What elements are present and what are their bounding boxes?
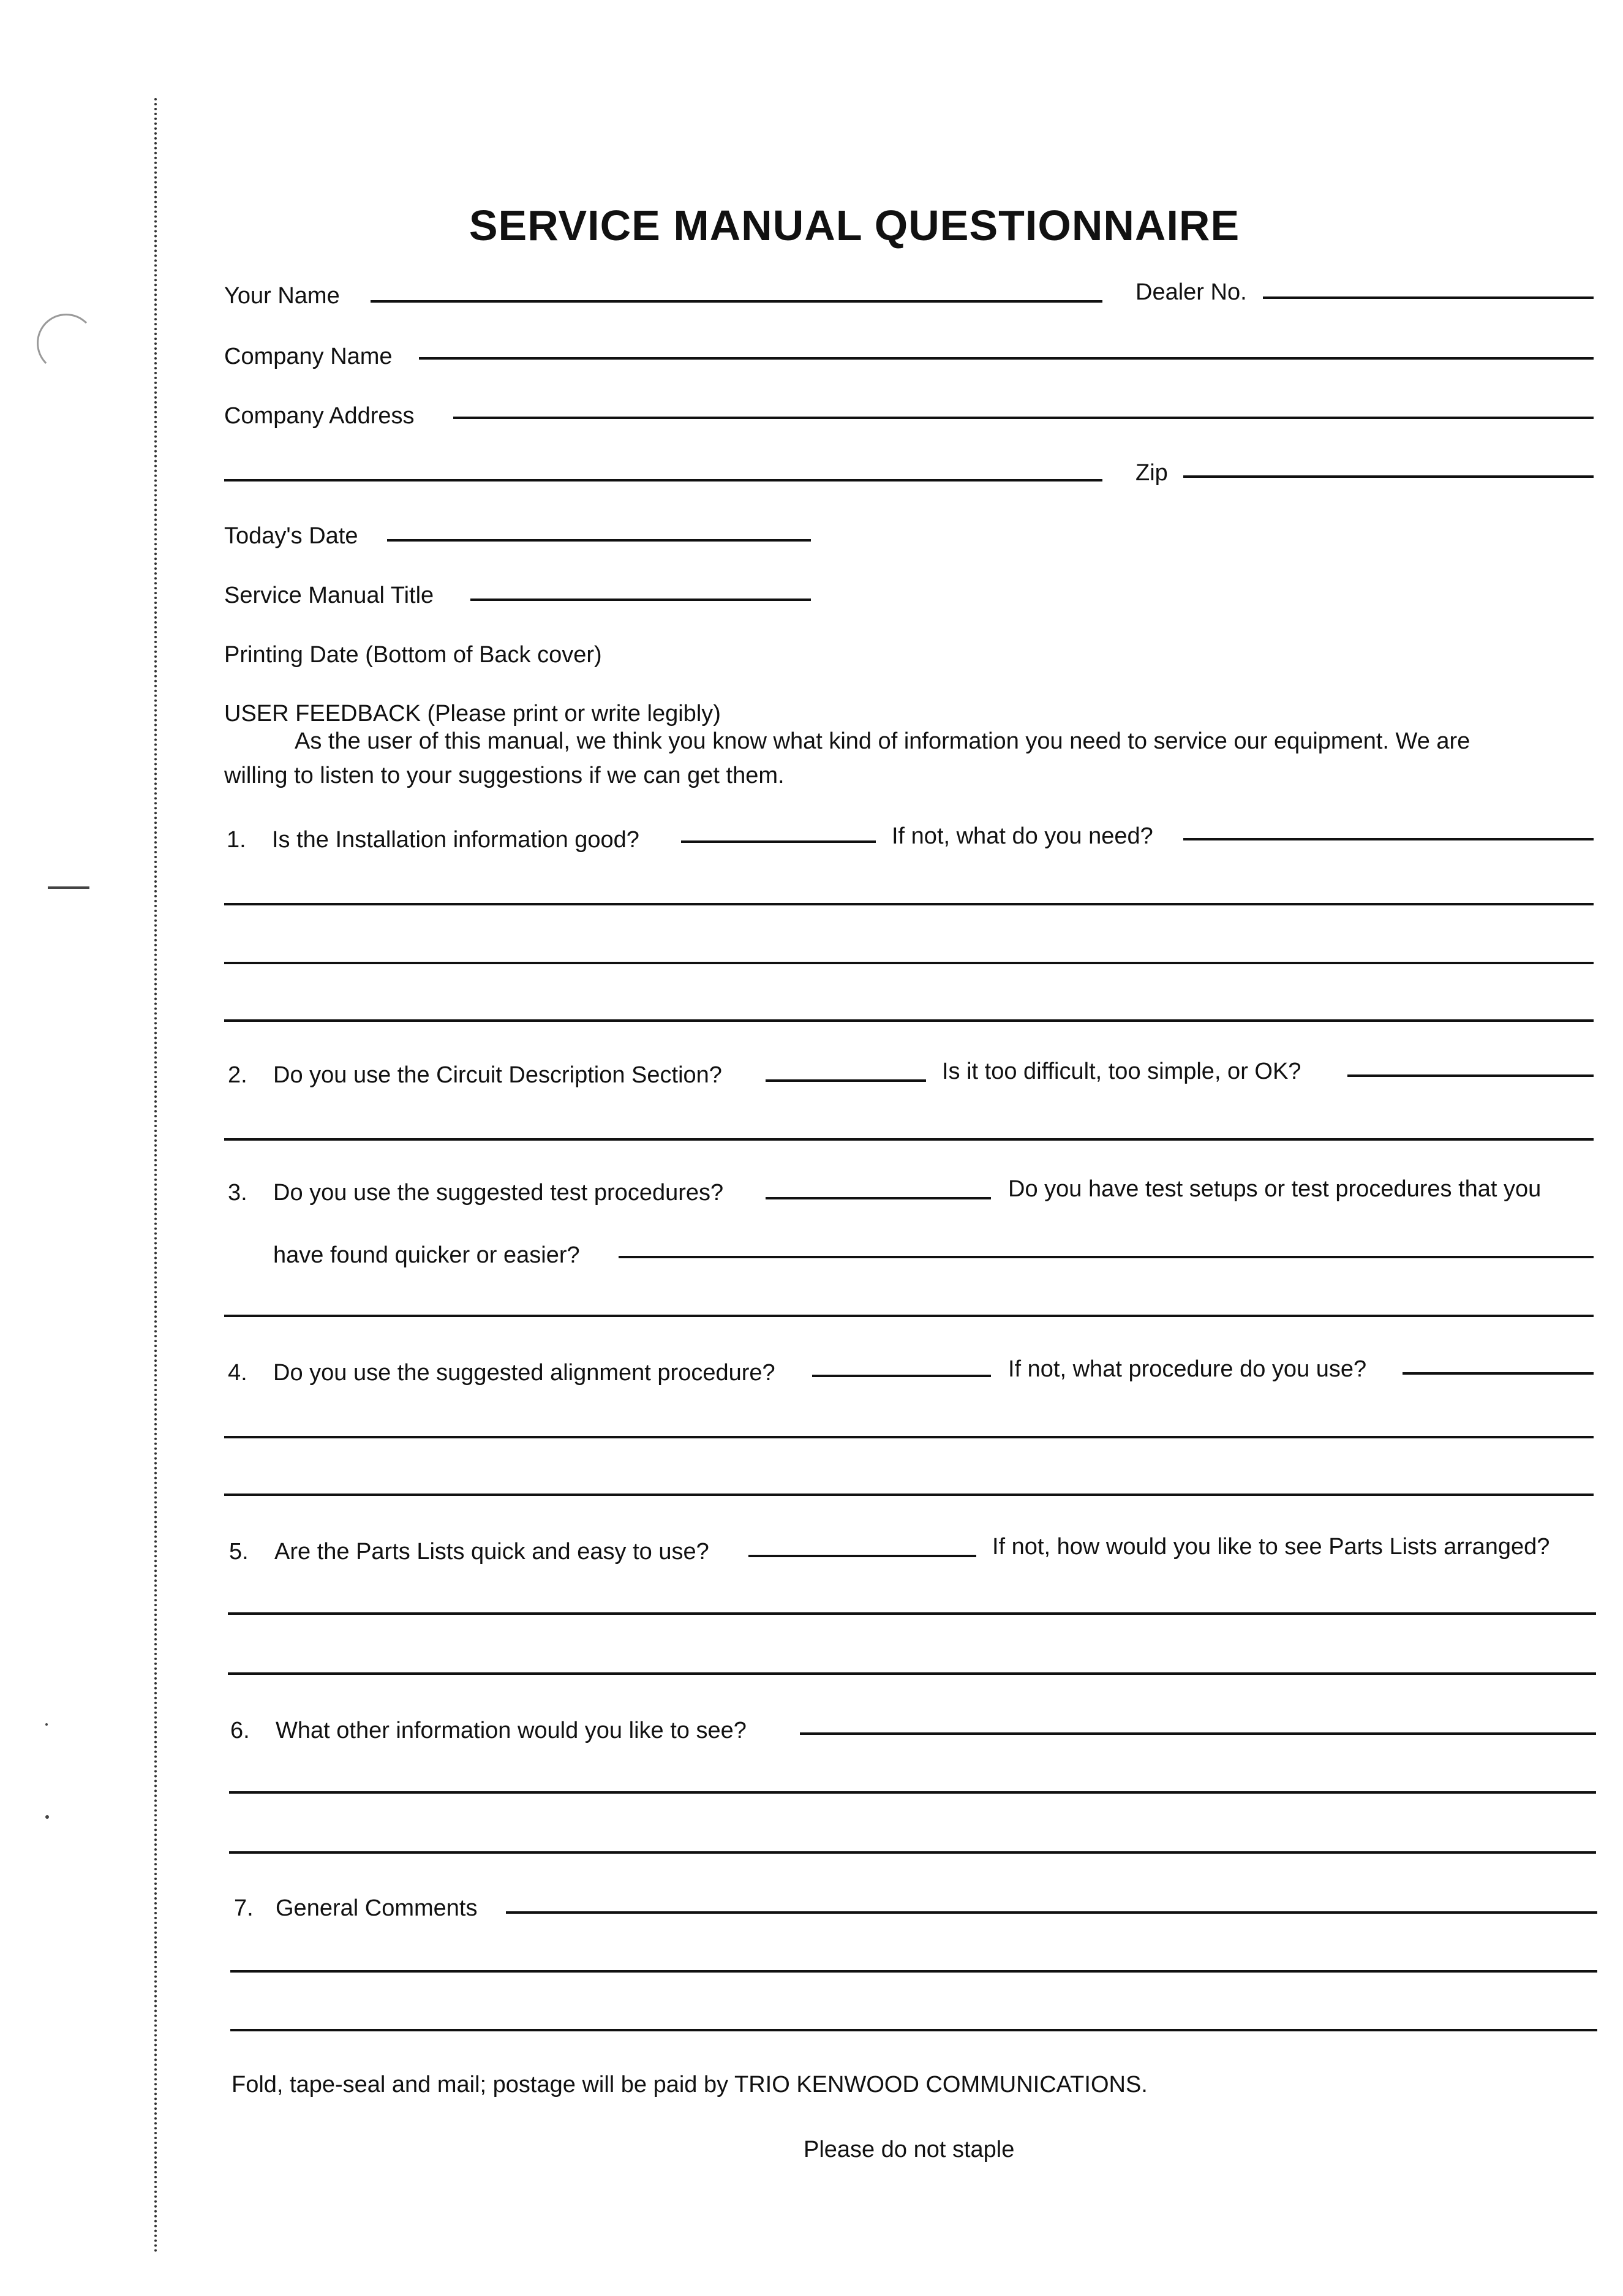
question-3-continuation: have found quicker or easier? bbox=[273, 1242, 580, 1268]
question-number: 7. bbox=[234, 1895, 254, 1921]
staple-note: Please do not staple bbox=[804, 2137, 1015, 2162]
question-4-comment-line[interactable] bbox=[224, 1436, 1594, 1438]
question-4-text: Do you use the suggested alignment procedure? bbox=[273, 1360, 775, 1386]
mail-instructions: Fold, tape-seal and mail; postage will be paid by TRIO KENWOOD COMMUNICATIONS. bbox=[232, 2072, 1148, 2098]
margin-dot bbox=[45, 1815, 49, 1819]
question-number: 6. bbox=[230, 1718, 250, 1743]
question-5-comment-line[interactable] bbox=[228, 1612, 1596, 1615]
dealer-no-field[interactable] bbox=[1263, 296, 1594, 299]
page-title: SERVICE MANUAL QUESTIONNAIRE bbox=[469, 202, 1240, 249]
question-5-text: Are the Parts Lists quick and easy to use? bbox=[274, 1539, 709, 1565]
question-6-comment-line[interactable] bbox=[229, 1851, 1596, 1854]
question-number: 3. bbox=[228, 1180, 247, 1206]
company-name-label: Company Name bbox=[224, 344, 393, 369]
question-7-text: General Comments bbox=[276, 1895, 478, 1921]
your-name-label: Your Name bbox=[224, 283, 340, 309]
question-6-text: What other information would you like to see? bbox=[276, 1718, 747, 1743]
question-7-comment-line[interactable] bbox=[230, 2029, 1597, 2031]
company-address-field[interactable] bbox=[453, 417, 1594, 419]
company-name-field[interactable] bbox=[419, 357, 1594, 360]
question-3-answer-field[interactable] bbox=[766, 1197, 991, 1199]
question-3-comment-line[interactable] bbox=[224, 1315, 1594, 1317]
question-2-answer-field[interactable] bbox=[766, 1079, 926, 1082]
question-5-comment-line[interactable] bbox=[228, 1672, 1596, 1675]
zip-label: Zip bbox=[1135, 460, 1168, 486]
margin-dot bbox=[45, 1723, 48, 1726]
question-4-comment-line[interactable] bbox=[224, 1494, 1594, 1496]
question-1-follow-up: If not, what do you need? bbox=[892, 823, 1153, 849]
question-7-comment-line[interactable] bbox=[230, 1970, 1597, 1973]
zip-field[interactable] bbox=[1183, 475, 1594, 478]
service-manual-title-field[interactable] bbox=[470, 599, 811, 601]
feedback-intro-line-2: willing to listen to your suggestions if we can get them. bbox=[224, 763, 785, 788]
question-1-follow-up-field[interactable] bbox=[1183, 838, 1594, 840]
dealer-no-label: Dealer No. bbox=[1135, 279, 1247, 305]
question-4-follow-up-field[interactable] bbox=[1403, 1372, 1594, 1375]
question-4-follow-up: If not, what procedure do you use? bbox=[1008, 1356, 1367, 1382]
question-6-answer-field[interactable] bbox=[800, 1732, 1596, 1735]
question-number: 2. bbox=[228, 1062, 247, 1088]
question-5-answer-field[interactable] bbox=[748, 1555, 976, 1557]
question-6-comment-line[interactable] bbox=[229, 1791, 1596, 1794]
question-4-answer-field[interactable] bbox=[812, 1375, 991, 1377]
feedback-intro bbox=[224, 724, 1594, 793]
todays-date-field[interactable] bbox=[387, 539, 811, 542]
question-number: 1. bbox=[227, 827, 246, 853]
question-1-comment-line[interactable] bbox=[224, 962, 1594, 964]
question-1-comment-line[interactable] bbox=[224, 903, 1594, 905]
question-5-follow-up: If not, how would you like to see Parts Lists arranged? bbox=[992, 1534, 1550, 1560]
question-7-answer-field[interactable] bbox=[506, 1911, 1597, 1914]
feedback-heading: USER FEEDBACK (Please print or write legibly) bbox=[224, 701, 721, 727]
perforation-line bbox=[154, 98, 157, 2254]
address-line-2-field[interactable] bbox=[224, 479, 1102, 481]
question-2-comment-line[interactable] bbox=[224, 1138, 1594, 1141]
question-2-follow-up: Is it too difficult, too simple, or OK? bbox=[942, 1059, 1301, 1084]
question-2-text: Do you use the Circuit Description Section? bbox=[273, 1062, 722, 1088]
punch-hole-mark bbox=[37, 314, 96, 372]
company-address-label: Company Address bbox=[224, 403, 415, 429]
feedback-intro-line-1: As the user of this manual, we think you know what kind of information you need to service our equipment. We are bbox=[295, 728, 1470, 754]
question-3-follow-up: Do you have test setups or test procedures that you bbox=[1008, 1176, 1542, 1202]
your-name-field[interactable] bbox=[371, 300, 1102, 303]
question-1-comment-line[interactable] bbox=[224, 1019, 1594, 1022]
printing-date-label: Printing Date (Bottom of Back cover) bbox=[224, 642, 602, 668]
service-manual-title-label: Service Manual Title bbox=[224, 583, 434, 608]
question-number: 4. bbox=[228, 1360, 247, 1386]
margin-mark bbox=[48, 886, 89, 889]
question-number: 5. bbox=[229, 1539, 249, 1565]
question-1-text: Is the Installation information good? bbox=[272, 827, 639, 853]
question-3-follow-up-field[interactable] bbox=[619, 1256, 1594, 1258]
question-2-follow-up-field[interactable] bbox=[1347, 1074, 1594, 1077]
question-3-text: Do you use the suggested test procedures? bbox=[273, 1180, 724, 1206]
question-1-answer-field[interactable] bbox=[681, 840, 876, 843]
todays-date-label: Today's Date bbox=[224, 523, 358, 549]
